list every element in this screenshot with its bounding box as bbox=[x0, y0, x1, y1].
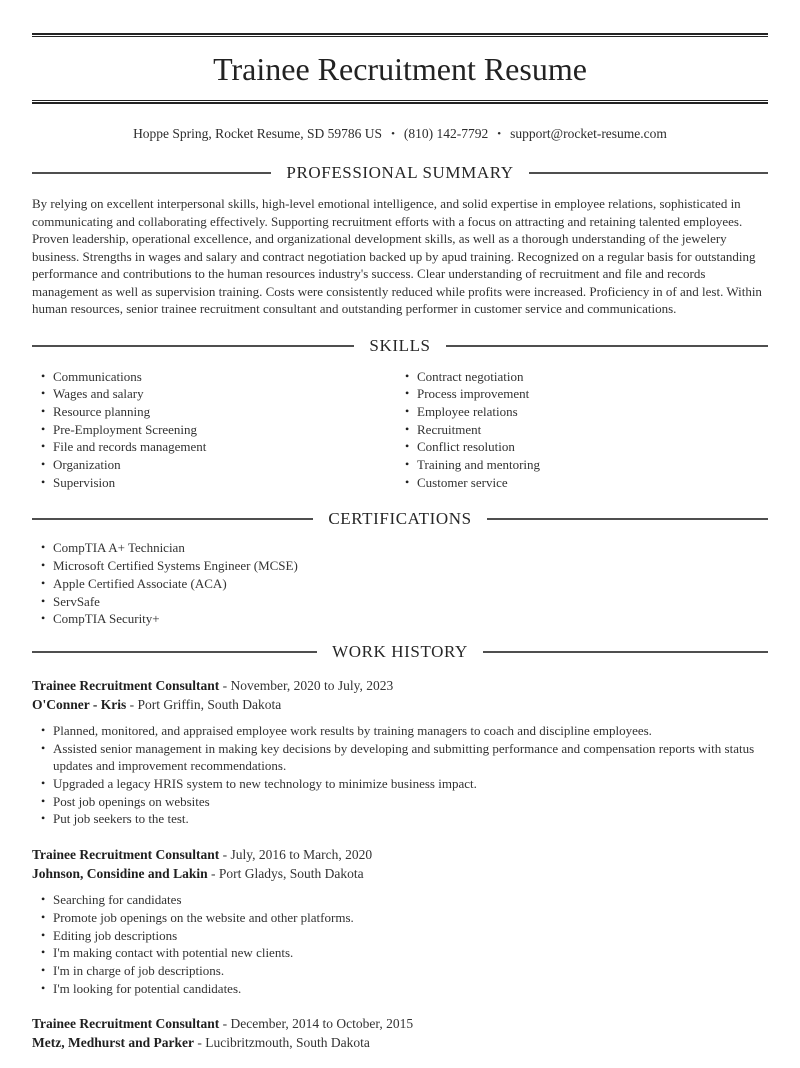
list-item bbox=[40, 740, 768, 775]
contact-line bbox=[32, 126, 768, 142]
skill-label: Pre-Employment Screening bbox=[53, 421, 198, 437]
section-rule-right bbox=[446, 345, 768, 347]
job-bullet-text: Promote job openings on the website and other platforms. bbox=[53, 909, 354, 925]
section-header-summary bbox=[32, 163, 768, 183]
job-bullet-text: I'm in charge of job descriptions. bbox=[53, 962, 225, 978]
skill-label: Conflict resolution bbox=[417, 439, 515, 455]
bullet-icon: • bbox=[405, 439, 410, 454]
job-entry bbox=[32, 676, 768, 828]
job-title-line bbox=[32, 676, 768, 695]
bullet-icon: • bbox=[405, 368, 410, 383]
job-bullet-text: Searching for candidates bbox=[53, 892, 182, 908]
skill-label: Organization bbox=[53, 457, 121, 473]
bullet-icon: • bbox=[41, 593, 46, 608]
skills-list-right bbox=[400, 368, 768, 492]
section-title-summary: PROFESSIONAL SUMMARY bbox=[286, 163, 514, 182]
job-bullet-text: Post job openings on websites bbox=[53, 793, 210, 809]
job-bullet-text: Assisted senior management in making key decisions by developing and submitting performance and compensation reports with status updates and improvement recommendations. bbox=[53, 740, 755, 774]
skill-label: Communications bbox=[53, 368, 142, 384]
header-bottom-rule bbox=[32, 100, 768, 104]
job-title-line bbox=[32, 845, 768, 864]
section-rule-right bbox=[529, 172, 768, 174]
skill-label: Contract negotiation bbox=[417, 368, 524, 384]
job-location: Lucibritzmouth, South Dakota bbox=[205, 1035, 370, 1051]
dot-separator-icon: • bbox=[391, 128, 395, 140]
list-item bbox=[404, 456, 768, 474]
section-header-skills bbox=[32, 336, 768, 356]
job-bullets bbox=[32, 722, 768, 828]
skills-list-left bbox=[32, 368, 400, 492]
job-bullet-text: Put job seekers to the test. bbox=[53, 811, 189, 827]
dash-separator: - bbox=[219, 677, 231, 693]
list-item bbox=[40, 368, 400, 386]
job-bullet-text: I'm making contact with potential new clients. bbox=[53, 945, 294, 961]
list-item bbox=[40, 610, 768, 628]
bullet-icon: • bbox=[41, 474, 46, 489]
list-item bbox=[404, 474, 768, 492]
list-item bbox=[404, 403, 768, 421]
skill-label: Training and mentoring bbox=[417, 457, 541, 473]
certification-label: CompTIA Security+ bbox=[53, 611, 160, 627]
bullet-icon: • bbox=[41, 980, 46, 995]
dash-separator: - bbox=[207, 866, 219, 882]
job-company: O'Conner - Kris bbox=[32, 696, 127, 712]
bullet-icon: • bbox=[405, 403, 410, 418]
list-item bbox=[40, 722, 768, 740]
section-rule-left bbox=[32, 172, 271, 174]
job-title: Trainee Recruitment Consultant bbox=[32, 847, 220, 863]
list-item bbox=[40, 593, 768, 611]
bullet-icon: • bbox=[41, 892, 46, 907]
section-rule-right bbox=[483, 651, 768, 653]
list-item bbox=[40, 810, 768, 828]
contact-address: Hoppe Spring, Rocket Resume, SD 59786 US bbox=[133, 126, 383, 141]
list-item bbox=[404, 385, 768, 403]
certification-label: ServSafe bbox=[53, 593, 100, 609]
skill-label: Employee relations bbox=[417, 403, 518, 419]
list-item bbox=[40, 403, 400, 421]
bullet-icon: • bbox=[41, 386, 46, 401]
job-bullet-text: I'm looking for potential candidates. bbox=[53, 980, 242, 996]
list-item bbox=[40, 474, 400, 492]
certifications-list bbox=[32, 539, 768, 628]
job-title-line bbox=[32, 1014, 768, 1033]
bullet-icon: • bbox=[405, 474, 410, 489]
skill-label: Customer service bbox=[417, 474, 508, 490]
list-item bbox=[404, 421, 768, 439]
bullet-icon: • bbox=[41, 811, 46, 826]
job-bullet-text: Upgraded a legacy HRIS system to new technology to minimize business impact. bbox=[53, 776, 477, 792]
bullet-icon: • bbox=[405, 421, 410, 436]
bullet-icon: • bbox=[41, 740, 46, 755]
bullet-icon: • bbox=[41, 722, 46, 737]
job-location: Port Gladys, South Dakota bbox=[218, 866, 364, 882]
skill-label: Resource planning bbox=[53, 403, 151, 419]
bullet-icon: • bbox=[41, 793, 46, 808]
list-item bbox=[40, 793, 768, 811]
bullet-icon: • bbox=[41, 457, 46, 472]
contact-phone: (810) 142-7792 bbox=[403, 126, 489, 141]
certification-label: Apple Certified Associate (ACA) bbox=[53, 575, 227, 591]
list-item bbox=[404, 368, 768, 386]
dash-separator: - bbox=[126, 696, 138, 712]
bullet-icon: • bbox=[41, 439, 46, 454]
section-rule-left bbox=[32, 518, 313, 520]
section-rule-left bbox=[32, 345, 354, 347]
list-item bbox=[40, 385, 400, 403]
page-title: Trainee Recruitment Resume bbox=[213, 51, 587, 87]
header-top-rule bbox=[32, 33, 768, 37]
dash-separator: - bbox=[219, 1016, 231, 1032]
skill-label: Wages and salary bbox=[53, 386, 144, 402]
bullet-icon: • bbox=[41, 575, 46, 590]
bullet-icon: • bbox=[41, 776, 46, 791]
bullet-icon: • bbox=[405, 457, 410, 472]
job-entry bbox=[32, 845, 768, 997]
bullet-icon: • bbox=[405, 386, 410, 401]
bullet-icon: • bbox=[41, 611, 46, 626]
job-bullet-text: Planned, monitored, and appraised employee work results by training managers to coach and discipline employees. bbox=[53, 722, 652, 738]
bullet-icon: • bbox=[41, 945, 46, 960]
bullet-icon: • bbox=[41, 909, 46, 924]
list-item bbox=[40, 557, 768, 575]
list-item bbox=[40, 539, 768, 557]
job-title: Trainee Recruitment Consultant bbox=[32, 677, 220, 693]
job-company-line bbox=[32, 1033, 768, 1052]
skill-label: Process improvement bbox=[417, 386, 530, 402]
list-item bbox=[40, 891, 768, 909]
section-rule-right bbox=[487, 518, 768, 520]
job-location: Port Griffin, South Dakota bbox=[137, 696, 282, 712]
list-item bbox=[40, 438, 400, 456]
job-company: Johnson, Considine and Lakin bbox=[32, 866, 208, 882]
list-item bbox=[40, 421, 400, 439]
skills-columns bbox=[32, 356, 768, 492]
section-title-skills: SKILLS bbox=[369, 335, 431, 355]
bullet-icon: • bbox=[41, 403, 46, 418]
section-header-work-history bbox=[32, 642, 768, 662]
skill-label: File and records management bbox=[53, 439, 207, 455]
list-item bbox=[40, 456, 400, 474]
bullet-icon: • bbox=[41, 540, 46, 555]
certification-label: Microsoft Certified Systems Engineer (MCSE) bbox=[53, 558, 298, 574]
skill-label: Supervision bbox=[53, 474, 116, 490]
list-item bbox=[40, 909, 768, 927]
list-item bbox=[40, 980, 768, 998]
list-item bbox=[40, 775, 768, 793]
list-item bbox=[40, 575, 768, 593]
section-rule-left bbox=[32, 651, 317, 653]
job-dates: July, 2016 to March, 2020 bbox=[230, 847, 373, 863]
bullet-icon: • bbox=[41, 927, 46, 942]
job-title: Trainee Recruitment Consultant bbox=[32, 1016, 220, 1032]
job-dates: November, 2020 to July, 2023 bbox=[230, 677, 394, 693]
dash-separator: - bbox=[193, 1035, 206, 1051]
job-entry bbox=[32, 1014, 768, 1052]
job-bullet-text: Editing job descriptions bbox=[53, 927, 178, 943]
summary-paragraph: By relying on excellent interpersonal skills, high-level emotional intelligence, and solid expertise in employee relations, sophisticated in communicating and collaborating effectively. Supporting recruitment efforts with a focus on attracting and retaining talented employees. Proven leadership, operational excellence, and organizational development skills, as well as a thorough understanding of the jewelery business. Strengths in wages and salary and contract negotiation backed up by apud training. Recognized on a regular basis for outstanding performance and contributions to the human resources industry's success. Clear understanding of recruitment and file and records management as well as supervision training. Costs were consistently reduced while profits were increased. Proficiency in of and lest. Within human resources, senior trainee recruitment consultant and outstanding performer in customer service and communications. bbox=[32, 196, 762, 316]
dash-separator: - bbox=[219, 847, 231, 863]
resume-page bbox=[0, 33, 800, 1052]
contact-email: support@rocket-resume.com bbox=[510, 126, 667, 141]
job-bullets bbox=[32, 891, 768, 997]
job-company: Metz, Medhurst and Parker bbox=[32, 1035, 194, 1051]
section-title-work-history: WORK HISTORY bbox=[332, 641, 468, 661]
job-company-line bbox=[32, 864, 768, 883]
list-item bbox=[40, 927, 768, 945]
list-item bbox=[40, 944, 768, 962]
list-item bbox=[404, 438, 768, 456]
skill-label: Recruitment bbox=[417, 421, 482, 437]
bullet-icon: • bbox=[41, 558, 46, 573]
bullet-icon: • bbox=[41, 421, 46, 436]
section-header-certifications bbox=[32, 509, 768, 529]
dot-separator-icon: • bbox=[497, 128, 502, 140]
bullet-icon: • bbox=[41, 368, 46, 383]
job-company-line bbox=[32, 695, 768, 714]
job-dates: December, 2014 to October, 2015 bbox=[230, 1016, 414, 1032]
bullet-icon: • bbox=[41, 962, 46, 977]
section-title-certifications: CERTIFICATIONS bbox=[328, 509, 472, 529]
certification-label: CompTIA A+ Technician bbox=[53, 540, 185, 556]
list-item bbox=[40, 962, 768, 980]
